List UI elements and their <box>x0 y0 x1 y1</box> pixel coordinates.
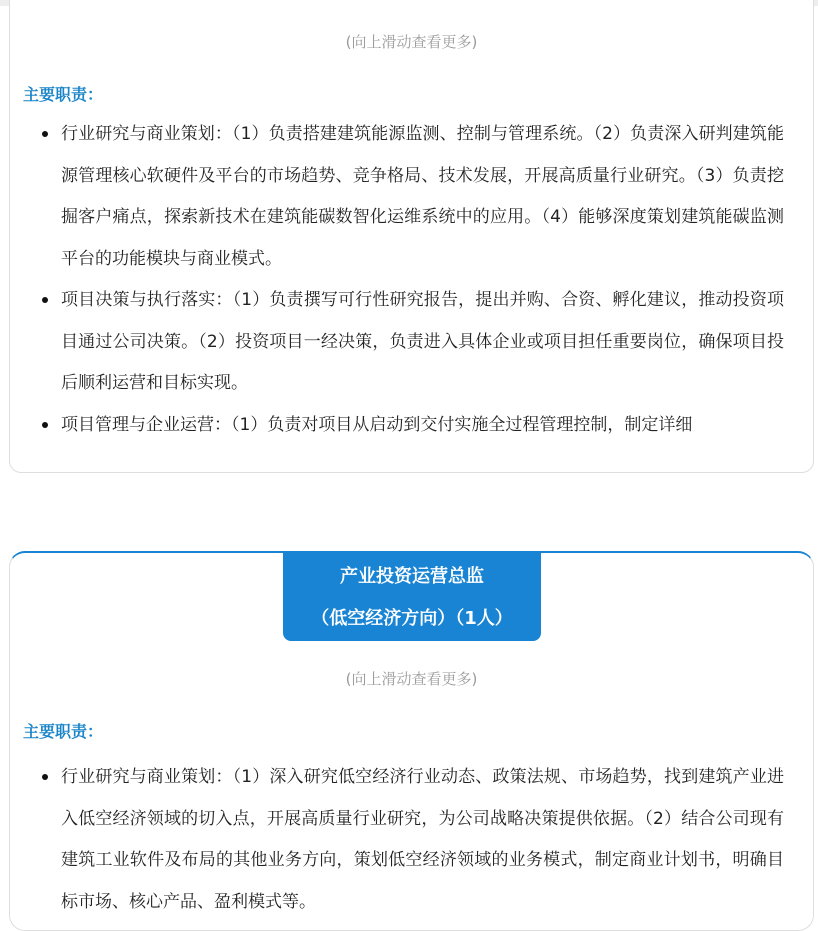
bullet-icon <box>42 297 48 303</box>
job-title-badge <box>283 553 541 641</box>
job-card-1[interactable] <box>9 0 814 473</box>
bullet-icon <box>42 131 48 137</box>
duty-text: 行业研究与商业策划：（1）深入研究低空经济行业动态、政策法规、市场趋势，找到建筑产业进入低空经济领域的切入点，开展高质量行业研究，为公司战略决策提供依据。（2）结合公司现有建筑工业软件及布局的其他业务方向，策划低空经济领域的业务模式，制定商业计划书，明确目标市场、核心产品、盈利模式等。 <box>61 767 784 912</box>
list-item <box>61 114 784 280</box>
duty-text: 项目决策与执行落实：（1）负责撰写可行性研究报告，提出并购、合资、孵化建议，推动投资项目通过公司决策。（2）投资项目一经决策，负责进入具体企业或项目担任重要岗位，确保项目投后顺利运营和目标实现。 <box>61 290 784 393</box>
duty-text: 项目管理与企业运营：（1）负责对项目从启动到交付实施全过程管理控制，制定详细 <box>61 414 693 435</box>
section-heading: 主要职责： <box>23 85 104 104</box>
duties-list <box>10 114 813 446</box>
job-title: 产业投资运营总监 <box>340 566 484 587</box>
list-item <box>61 757 784 923</box>
list-item <box>61 280 784 405</box>
section-heading: 主要职责： <box>23 722 104 741</box>
list-item <box>61 405 784 447</box>
job-subtitle: （低空经济方向）（1人） <box>311 608 513 629</box>
bullet-icon <box>42 422 48 428</box>
job-card-2[interactable] <box>9 551 814 931</box>
bullet-icon <box>42 774 48 780</box>
duties-list <box>10 757 813 923</box>
duty-text: 行业研究与商业策划：（1）负责搭建建筑能源监测、控制与管理系统。（2）负责深入研判建筑能源管理核心软硬件及平台的市场趋势、竞争格局、技术发展，开展高质量行业研究。（3）负责挖掘客户痛点，探索新技术在建筑能碳数智化运维系统中的应用。（4）能够深度策划建筑能碳监测平台的功能模块与商业模式。 <box>61 124 784 269</box>
scroll-hint: (向上滑动查看更多) <box>345 33 478 51</box>
scroll-hint: (向上滑动查看更多) <box>345 670 478 688</box>
